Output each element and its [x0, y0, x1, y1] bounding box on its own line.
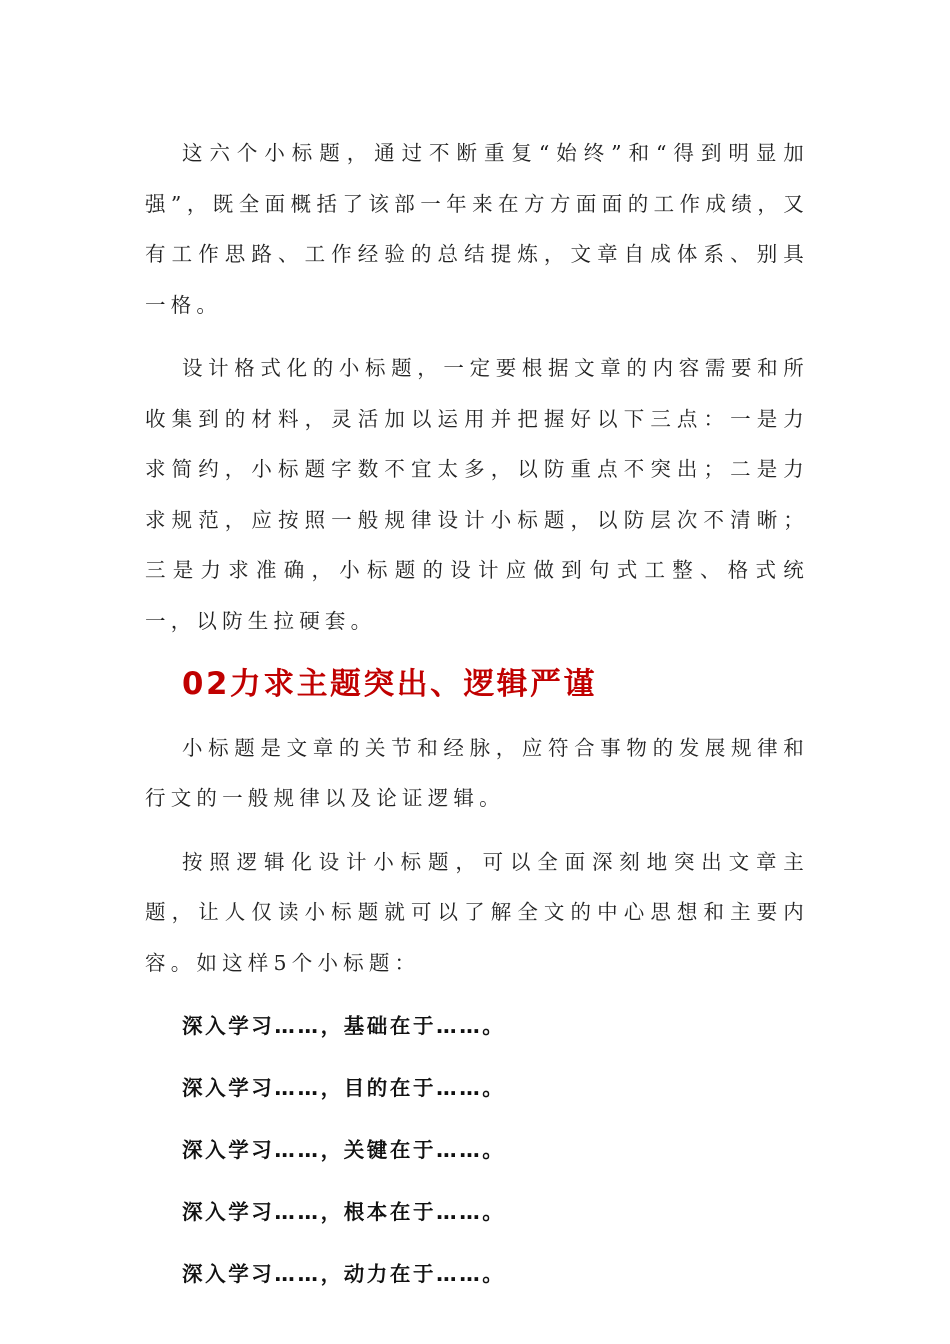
paragraph-summary: 这六个小标题，通过不断重复“始终”和“得到明显加强”，既全面概括了该部一年来在方方面面的工作成绩，又有工作思路、工作经验的总结提炼，文章自成体系、别具一格。	[145, 141, 809, 317]
paragraph-logic-example-intro: 按照逻辑化设计小标题，可以全面深刻地突出文章主题，让人仅读小标题就可以了解全文的中心思想和主要内容。如这样5个小标题：	[145, 849, 809, 975]
example-title-item: 深入学习……，基础在于……。	[182, 1014, 506, 1038]
document-body	[145, 128, 809, 1311]
paragraph-format-guidelines: 设计格式化的小标题，一定要根据文章的内容需要和所收集到的材料，灵活加以运用并把握好以下三点：一是力求简约，小标题字数不宜太多，以防重点不突出；二是力求规范，应按照一般规律设计小标题，以防层次不清晰；三是力求准确，小标题的设计应做到句式工整、格式统一，以防生拉硬套。	[145, 356, 809, 633]
example-title-item: 深入学习……，关键在于……。	[182, 1138, 506, 1162]
paragraph-logic-intro: 小标题是文章的关节和经脉，应符合事物的发展规律和行文的一般规律以及论证逻辑。	[145, 735, 809, 810]
example-title-item: 深入学习……，动力在于……。	[182, 1262, 506, 1286]
example-title-item: 深入学习……，根本在于……。	[182, 1200, 506, 1224]
example-title-list	[145, 1001, 809, 1300]
section-heading: 02力求主题突出、逻辑严谨	[182, 666, 597, 702]
example-title-item: 深入学习……，目的在于……。	[182, 1076, 506, 1100]
